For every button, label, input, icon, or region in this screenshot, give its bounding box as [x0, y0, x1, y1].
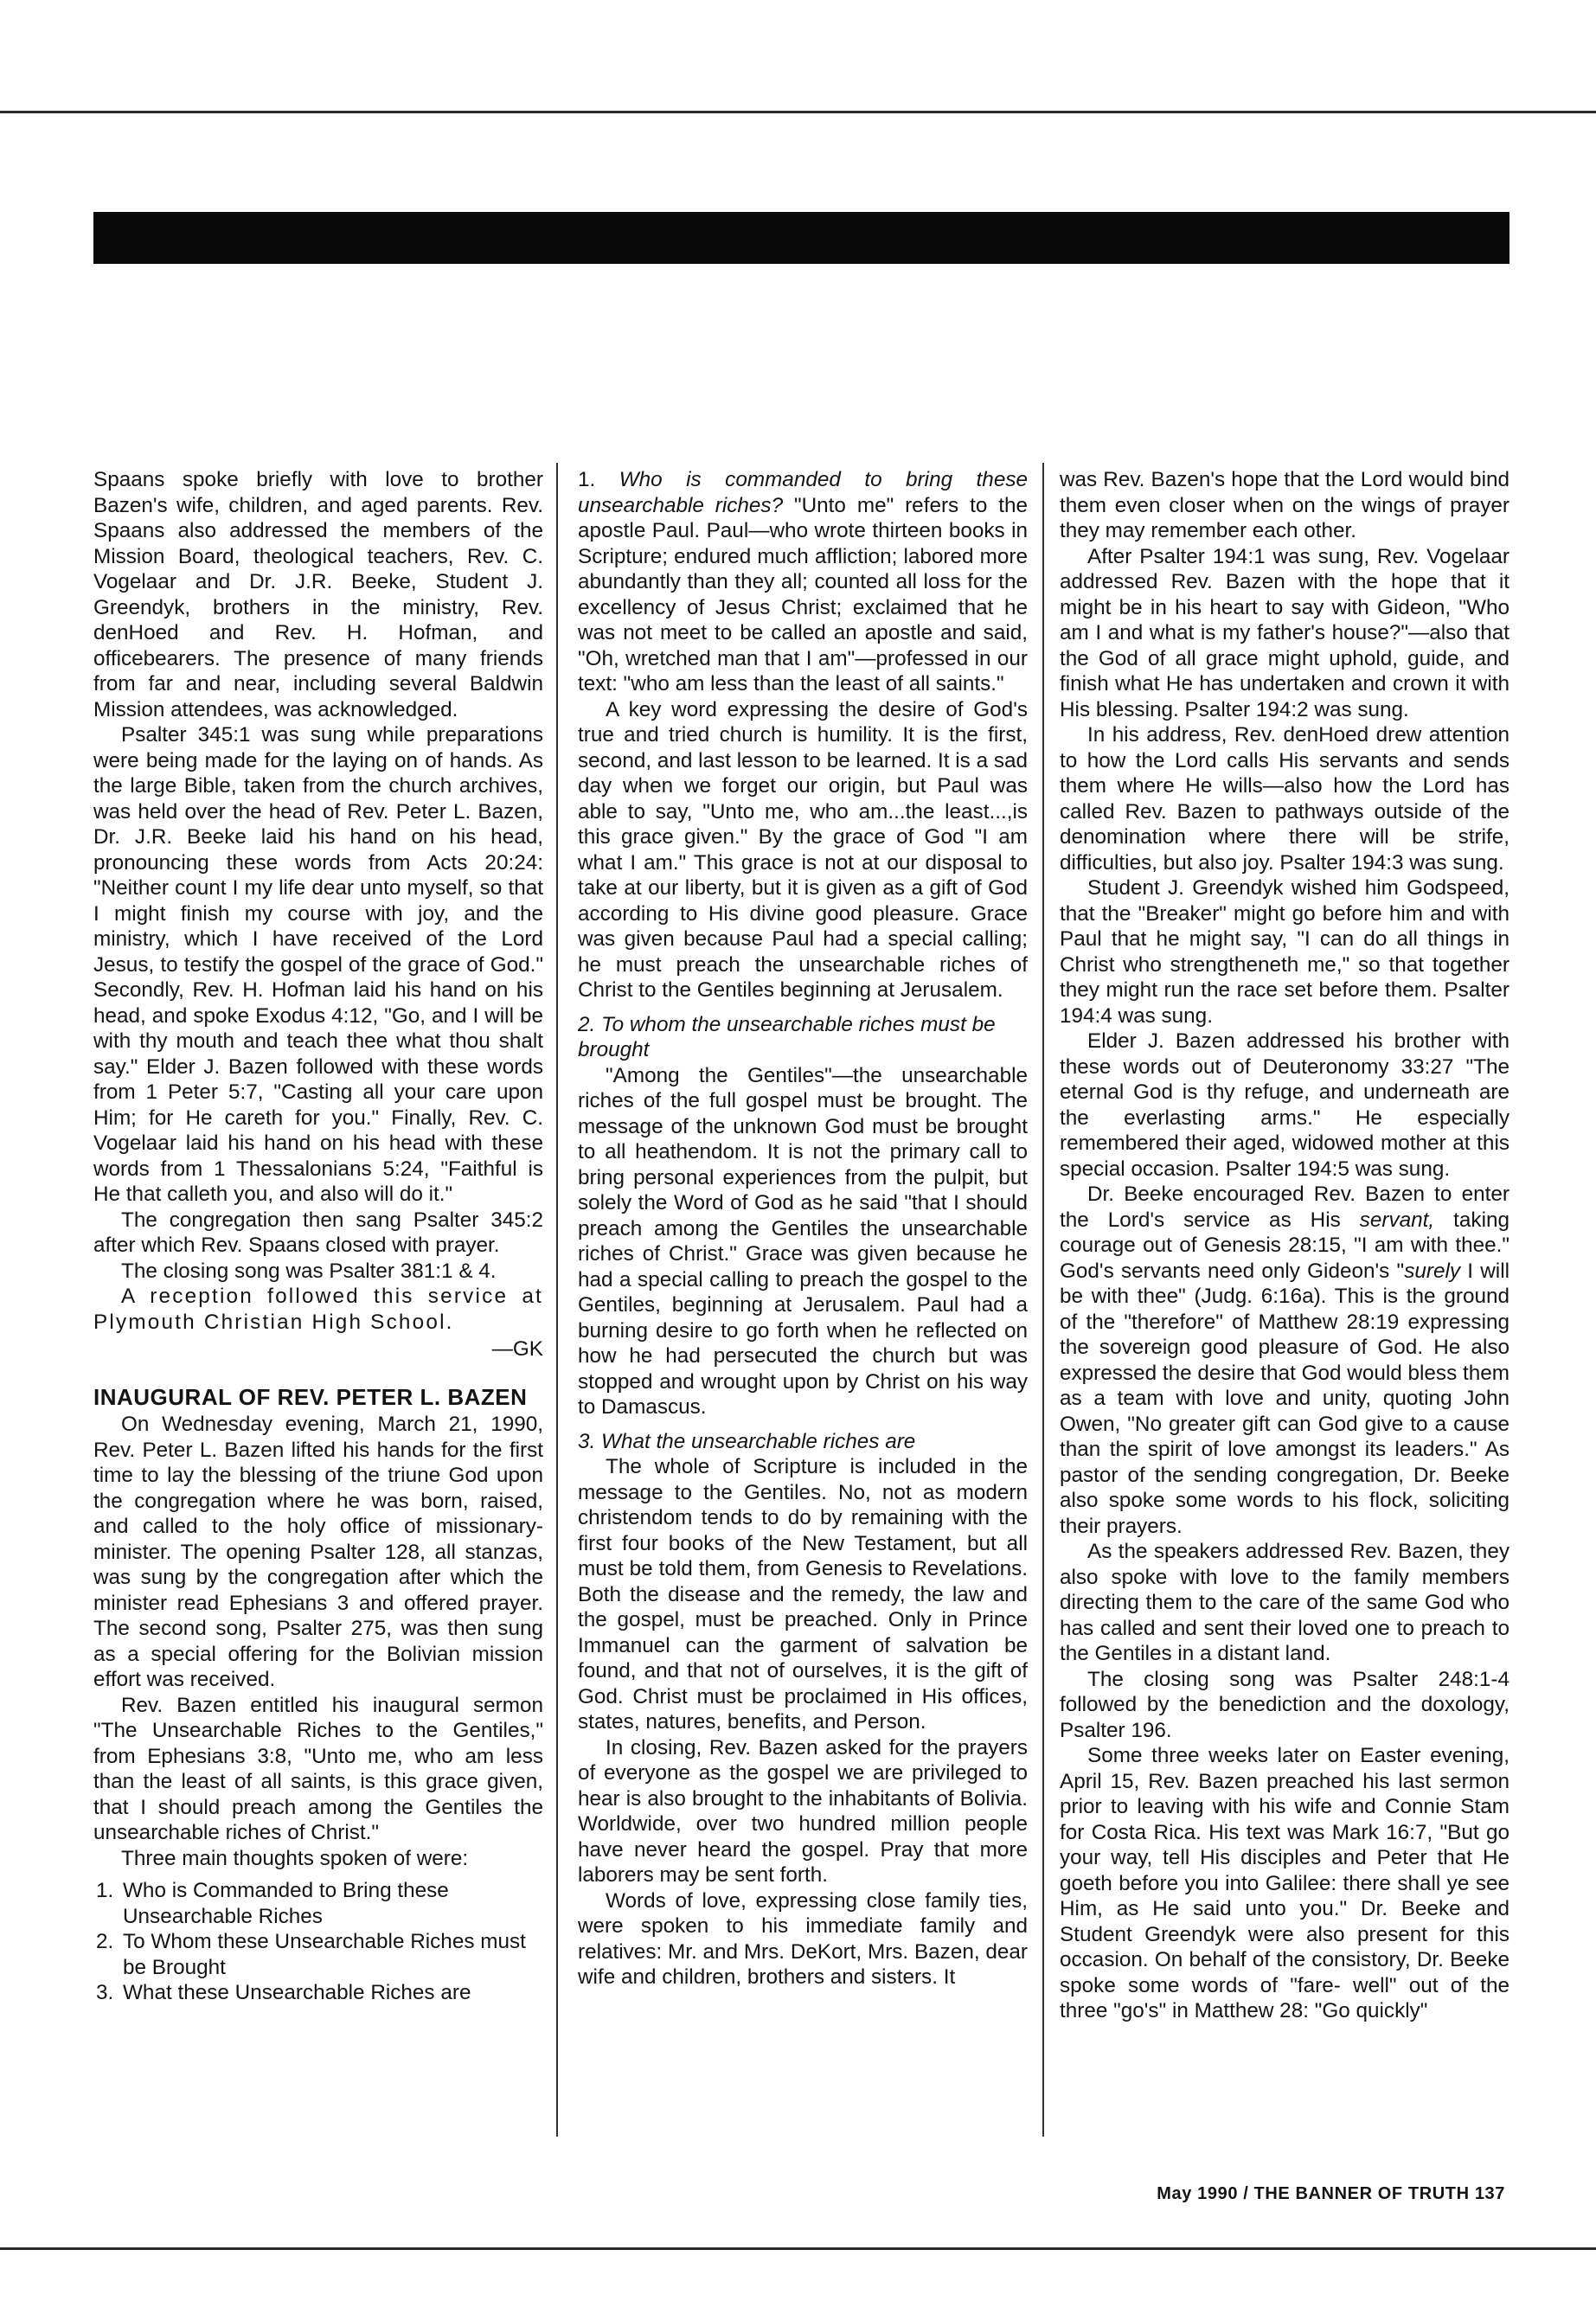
col1-paragraph-6: On Wednesday evening, March 21, 1990, Rev. Peter L. Bazen lifted his hands for the first time to lay the blessing of the triune God upon the congregation where he was born, raised, and called to the holy office of missionary-minister. The opening Psalter 128, all stanzas, was sung by the congregation after which the minister read Ephesians 3 and offered prayer. The second song, Psalter 275, was then sung as a special offering for the Bolivian mission effort was received.	[93, 1413, 543, 1691]
col3-paragraph-3: In his address, Rev. denHoed drew attention to how the Lord calls His servants and sends them where He wills—also how the Lord has called Rev. Bazen to pathways outside of the denomination where there will be strife, difficulties, but also joy. Psalter 194:3 was sung.	[1060, 723, 1509, 875]
col2-paragraph-1	[578, 467, 1028, 697]
col2-paragraph-6: Words of love, expressing close family ties, were spoken to his immediate family and relatives: Mr. and Mrs. DeKort, Mrs. Bazen, dear wife and children, brothers and sisters. It	[578, 1888, 1028, 1989]
col1-paragraph-7: Rev. Bazen entitled his inaugural sermon "The Unsearchable Riches to the Gentiles," from Ephesians 3:8, "Unto me, who am less than the least of all saints, is this grace given, that I should preach among the Gentiles the unsearchable riches of Christ."	[93, 1693, 543, 1844]
col3-paragraph-9: Some three weeks later on Easter evening, April 15, Rev. Bazen preached his last sermon prior to leaving with his wife and Connie Stam for Costa Rica. His text was Mark 16:7, "But go your way, tell His disciples and Peter that He goeth before you into Galilee: there shall ye see Him, as He said unto you." Dr. Beeke and Student Greendyk were also present for this occasion. On behalf of the consistory, Dr. Beeke spoke some words of "fare- well" out of the three "go's" in Matthew 28: "Go quickly"	[1060, 1744, 1509, 2022]
list-item: 3. What these Unsearchable Riches are	[119, 1980, 543, 2006]
col3-paragraph-1: was Rev. Bazen's hope that the Lord would bind them even closer when on the wings of prayer they may remember each other.	[1060, 468, 1509, 542]
col3-paragraph-8: The closing song was Psalter 248:1-4 followed by the benediction and the doxology, Psalter 196.	[1060, 1667, 1509, 1742]
text-run: taking courage out of Genesis 28:15, "I am with thee." God's servants need only Gideon's "	[1060, 1208, 1509, 1283]
col1-paragraph-5: A reception followed this service at Plymouth Christian High School.	[93, 1285, 543, 1334]
point-number: 3.	[578, 1429, 602, 1453]
point-number: 2.	[578, 1012, 602, 1036]
point-number: 1.	[578, 468, 619, 491]
column-3	[1060, 467, 1509, 2024]
col3-paragraph-6	[1060, 1182, 1509, 1539]
col1-paragraph-3: The congregation then sang Psalter 345:2 after which Rev. Spaans closed with prayer.	[93, 1208, 543, 1257]
col3-paragraph-7: As the speakers addressed Rev. Bazen, they also spoke with love to the family members directing them to the care of the same God who has called and sent their loved one to preach to the Gentiles in a distant land.	[1060, 1540, 1509, 1665]
list-item: 2. To Whom these Unsearchable Riches must be Brought	[119, 1929, 543, 1980]
col1-paragraph-4: The closing song was Psalter 381:1 & 4.	[121, 1259, 497, 1283]
col3-paragraph-4: Student J. Greendyk wished him Godspeed, that the "Breaker" might go before him and with Paul that he might say, "I can do all things in Christ who strengtheneth me," so that together they might run the race set before them. Psalter 194:4 was sung.	[1060, 876, 1509, 1028]
point-2-title: To whom the unsearchable riches must be brought	[578, 1012, 996, 1061]
section-heading: INAUGURAL OF REV. PETER L. BAZEN	[93, 1383, 528, 1410]
point-question: Who is commanded to bring these unsearchable riches?	[578, 468, 1028, 517]
col3-paragraph-2: After Psalter 194:1 was sung, Rev. Vogelaar addressed Rev. Bazen with the hope that it might be in his heart to say with Gideon, "Who am I and what is my father's house?"—also that the God of all grace might uphold, guide, and finish what He has undertaken and crown it with His blessing. Psalter 194:2 was sung.	[1060, 544, 1509, 721]
col2-paragraph-3: "Among the Gentiles"—the unsearchable riches of the full gospel must be brought. The message of the unknown God must be brought to all heathendom. It is not the primary call to bring personal experiences from the pulpit, but solely the Word of God as he said "that I should preach among the Gentiles the unsearchable riches of Christ." Grace was given because he had a special calling to preach the gospel to the Gentiles, beginning at Jerusalem. Paul had a burning desire to go forth when he reflected on how he had persecuted the church but was stopped and wrought upon by Christ on his way to Damascus.	[578, 1063, 1028, 1419]
col2-paragraph-1-text: "Unto me" refers to the apostle Paul. Paul—who wrote thirteen books in Scripture; endured much affliction; labored more abundantly than they all; counted all loss for the excellency of Jesus Christ; exclaimed that he was not meet to be called an apostle and said, "Oh, wretched man that I am"—professed in our text: "who am less than the least of all saints."	[578, 493, 1028, 695]
main-thoughts-list	[93, 1878, 543, 2006]
page-footer: May 1990 / THE BANNER OF TRUTH 137	[1157, 2184, 1505, 2203]
col2-paragraph-2: A key word expressing the desire of God's true and tried church is humility. It is the first, second, and last lesson to be learned. It is a sad day when we forget our origin, but Paul was able to say, "Unto me, who am...the least...,is this grace given." By the grace of God "I am what I am." This grace is not at our disposal to take at our liberty, but it is given as a gift of God according to His divine good pleasure. Grace was given because Paul had a special calling; he must preach the unsearchable riches of Christ to the Gentiles beginning at Jerusalem.	[578, 697, 1029, 1002]
header-black-band	[93, 212, 1509, 264]
list-item: 1. Who is Commanded to Bring these Unsearchable Riches	[119, 1878, 543, 1929]
col1-paragraph-1: Spaans spoke briefly with love to brother Bazen's wife, children, and aged parents. Rev. Spaans also addressed the members of the Mission Board, theological teachers, Rev. C. Vogelaar and Dr. J.R. Beeke, Student J. Greendyk, brothers in the ministry, Rev. denHoed and Rev. H. Hofman, and officebearers. The presence of many friends from far and near, including several Baldwin Mission attendees, was acknowledged.	[93, 468, 543, 721]
point-3-title: What the unsearchable riches are	[601, 1429, 916, 1453]
author-signature: —GK	[491, 1337, 543, 1361]
point-3-heading	[578, 1429, 1028, 1455]
column-divider-2	[1042, 463, 1044, 2137]
column-2	[578, 467, 1028, 1990]
col3-paragraph-5: Elder J. Bazen addressed his brother with these words out of Deuteronomy 33:27 "The eternal God is thy refuge, and underneath are the everlasting arms." He especially remembered their aged, widowed mother at this special occasion. Psalter 194:5 was sung.	[1060, 1029, 1509, 1181]
column-divider-1	[556, 463, 558, 2137]
point-2-heading	[578, 1012, 1028, 1063]
column-1	[93, 467, 543, 2006]
col2-paragraph-4: The whole of Scripture is included in the message to the Gentiles. No, not as modern christendom tends to do by remaining with the first four books of the New Testament, but all must be told them, from Genesis to Revelations. Both the disease and the remedy, the law and the gospel, must be preached. Only in Prince Immanuel can the garment of salvation be found, and that not of ourselves, it is the gift of God. Christ must be proclaimed in His offices, states, natures, benefits, and Person.	[578, 1455, 1028, 1734]
text-run: I will be with thee" (Judg. 6:16a). This is the ground of the "therefore" of Matthew 28:19 expressing the sovereign good pleasure of God. He also expressed the desire that God would bless them as a team with love and unity, quoting John Owen, "No greater gift can God give to a cause than the spirit of love amongst its leaders." As pastor of the sending congregation, Dr. Beeke also spoke some words to his flock, soliciting their prayers.	[1060, 1259, 1509, 1538]
emphasis: surely	[1404, 1259, 1460, 1283]
col1-paragraph-8: Three main thoughts spoken of were:	[121, 1846, 469, 1870]
col1-paragraph-2: Psalter 345:1 was sung while preparations were being made for the laying on of hands. As the large Bible, taken from the church archives, was held over the head of Rev. Peter L. Bazen, Dr. J.R. Beeke laid his hand on his head, pronouncing these words from Acts 20:24: "Neither count I my life dear unto myself, so that I might finish my course with joy, and the ministry, which I have received of the Lord Jesus, to testify the gospel of the grace of God." Secondly, Rev. H. Hofman laid his hand on his head, and spoke Exodus 4:12, "Go, and I will be with thy mouth and teach thee what thou shalt say." Elder J. Bazen followed with these words from 1 Peter 5:7, "Casting all your care upon Him; for He careth for you." Finally, Rev. C. Vogelaar laid his hand on his head with these words from 1 Thessalonians 5:24, "Faithful is He that calleth you, and also will do it."	[93, 723, 543, 1206]
col2-paragraph-5: In closing, Rev. Bazen asked for the prayers of everyone as the gospel we are privileged to hear is also brought to the inhabitants of Bolivia. Worldwide, over two hundred million people have never heard the gospel. Pray that more laborers may be sent forth.	[578, 1735, 1028, 1887]
top-rule	[0, 111, 1596, 113]
bottom-rule	[0, 2247, 1596, 2250]
text-run: Dr. Beeke encouraged Rev. Bazen to enter the Lord's service as His	[1060, 1183, 1509, 1232]
emphasis: servant,	[1359, 1208, 1435, 1232]
